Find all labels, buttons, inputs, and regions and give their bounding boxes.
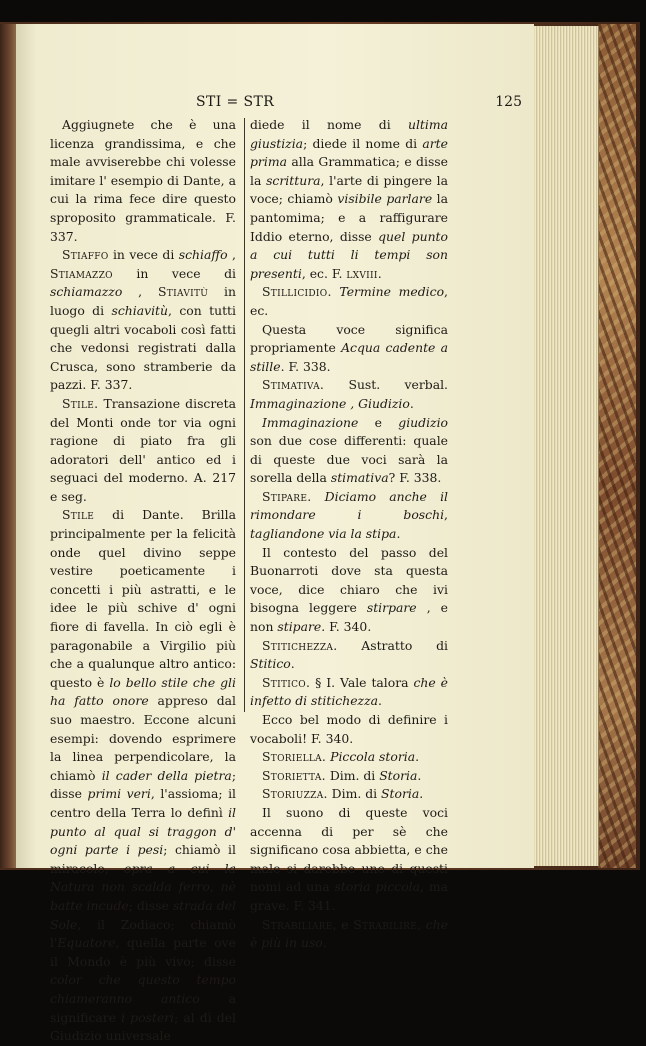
text-run: , il Zodiaco; chiamò l' — [50, 916, 236, 951]
italic-text: Storia — [379, 767, 418, 783]
entry-headword: Stiaffo — [62, 247, 109, 263]
italic-text: stipare — [277, 619, 322, 635]
paragraph — [50, 395, 236, 507]
entry-headword: Stitichezza. — [262, 637, 338, 653]
italic-text: Immaginazione — [262, 414, 359, 430]
italic-text: Immaginazione , Giudizio — [250, 395, 410, 411]
page-number: 125 — [495, 94, 522, 110]
paragraph — [250, 544, 448, 637]
text-run: . — [409, 395, 414, 411]
italic-text: tagliandone via la stipa — [250, 526, 397, 542]
text-run: ; disse — [128, 897, 173, 913]
left-column — [50, 116, 236, 1046]
text-run: la pantomima; e a raffigurare Iddio eterno, disse — [250, 191, 449, 244]
text-run: , quella parte ove il Mondo è più vivo; disse — [50, 935, 236, 969]
text-run: appreso dal suo maestro. Eccone alcuni esempi: dovendo esprimere la linea perpendicolare, la chiamò — [50, 693, 236, 783]
text-run: Transazione discreta del Monti onde tor via ogni ragione di piato fra gli adoratori dell' antico ed i seguaci del moderno. A. 217 e seg. — [50, 395, 236, 504]
entry-headword: Stiavitù — [158, 284, 209, 300]
text-run: . — [419, 786, 424, 802]
text-run: , con tutti quegli altri vocaboli così fatti che vedonsi registrati dalla Crusca, sono stramberie da pazzi. F. 337. — [50, 302, 236, 393]
text-run: Astratto di — [337, 637, 448, 653]
text-run: , — [209, 879, 221, 895]
italic-text: Stitico — [250, 656, 291, 672]
entry-headword: Storietta. — [262, 767, 326, 783]
right-column — [250, 116, 448, 953]
text-run: , — [227, 247, 236, 263]
text-run: . — [377, 265, 382, 281]
text-run: ; al dì del Giudizio universale — [50, 1009, 236, 1044]
italic-text: stimativa — [330, 470, 389, 486]
text-run: § I. Vale talora — [310, 674, 414, 690]
text-run: ? F. 338. — [388, 470, 442, 486]
text-run: . — [415, 749, 420, 765]
text-run: Dim. di — [327, 786, 382, 802]
entry-headword: Stipare. — [262, 488, 312, 504]
italic-text: lo bello stile che gli ha fatto onore — [50, 674, 236, 709]
left-binding — [0, 24, 16, 868]
entry-headword: Strabilire — [353, 916, 418, 932]
entry-headword: Stitico. — [262, 674, 311, 690]
text-run: , l'assioma; il centro della Terra lo definì — [50, 786, 237, 820]
italic-text: Storia — [381, 786, 420, 802]
column-divider — [244, 118, 245, 712]
paragraph — [250, 283, 448, 320]
italic-text: opra a cui la Natura non scalda ferro — [50, 860, 236, 895]
text-run: . F. 340. — [321, 619, 372, 635]
italic-text: color che questo tempo chiameranno antico — [50, 972, 236, 1006]
text-run: ; disse — [50, 767, 236, 802]
text-run: , — [122, 284, 159, 300]
italic-text: strada del Sole — [50, 897, 236, 932]
text-run: Il contesto del passo del Buonarroti dove sta questa voce, dice chiaro che ivi bisogna leggere — [250, 544, 448, 616]
text-run: . — [322, 935, 327, 951]
paragraph — [50, 116, 236, 246]
italic-text: che è più in uso — [250, 916, 448, 951]
paragraph — [250, 637, 448, 674]
italic-text: ultima giustizia — [250, 117, 448, 151]
entry-headword: Stiamazzo — [50, 265, 113, 281]
entry-headword: Stile. — [62, 395, 99, 411]
text-run: . — [396, 526, 401, 542]
text-run: , ec. — [250, 284, 448, 318]
italic-text: schiaffo — [178, 247, 228, 263]
text-run: Il suono di queste voci accenna di per sè che significano cosa abbietta, e che male si darebbe uno di questi nomi ad una — [250, 804, 448, 895]
text-run: , ma grave. F. 341. — [250, 879, 448, 913]
paragraph — [250, 711, 448, 748]
text-run: , e — [332, 916, 354, 932]
paragraph — [50, 506, 236, 1045]
page-edges — [532, 26, 599, 866]
text-run: Ecco bel modo di definire i vocaboli! F. 340. — [250, 712, 448, 746]
text-run: , — [417, 916, 426, 932]
italic-text: visibile parlare — [337, 191, 433, 207]
text-run: ; diede il nome di — [303, 135, 423, 151]
entry-headword: Stile — [62, 507, 95, 523]
italic-text: nè batte incude — [50, 879, 236, 913]
text-run: a significare — [50, 990, 236, 1025]
text-run: Sust. verbal. — [324, 377, 448, 393]
paragraph — [250, 785, 448, 804]
italic-text: quel punto a cui tutti li tempi son presenti — [250, 228, 448, 281]
text-run: , ec. F. — [301, 265, 347, 281]
marbled-edge — [598, 24, 636, 868]
text-run: in luogo di — [50, 284, 236, 318]
italic-text: il punto al qual si traggon d' ogni parte i pesi — [50, 804, 236, 858]
text-run: , — [444, 507, 448, 523]
entry-headword: Stimativa. — [262, 377, 325, 393]
paragraph — [250, 116, 448, 283]
text-run — [311, 489, 324, 504]
text-run: e — [358, 414, 399, 430]
text-run: ; chiamò il miracolo, — [50, 842, 236, 876]
text-run: in vece di — [112, 265, 236, 281]
text-run: Aggiugnete che è una licenza grandissima, e che male avviserebbe chi volesse imitare l' esempio di Dante, a cui la rima fece dire questo sproposito grammaticale. F. 337. — [50, 117, 236, 244]
paragraph — [250, 916, 448, 953]
entry-headword: Storiella. — [262, 749, 327, 765]
italic-text: Termine medico — [339, 284, 445, 300]
paragraph — [250, 748, 448, 767]
text-run: , e non — [250, 600, 449, 635]
italic-text: Equatore — [57, 935, 116, 951]
text-run: Dim. di — [325, 767, 380, 783]
italic-text: stirpare — [366, 600, 417, 616]
italic-text: che è infetto di stitichezza — [250, 674, 448, 709]
page-header — [196, 94, 522, 112]
entry-headword: Stillicidio. — [262, 284, 332, 300]
italic-text: Diciamo anche il rimondare i boschi — [250, 488, 448, 523]
text-run: . — [417, 767, 422, 783]
text-run: , l'arte di pingere la voce; chiamò — [250, 172, 448, 207]
text-run: Questa voce significa propriamente — [250, 321, 448, 356]
italic-text: Piccola storia — [330, 749, 416, 765]
entry-headword: Storiuzza. — [262, 786, 328, 802]
text-run: . F. 338. — [280, 358, 331, 374]
italic-text: il cader della pietra — [101, 767, 232, 783]
paragraph — [250, 376, 448, 413]
text-run: alla Grammatica; e disse la — [250, 154, 448, 188]
text-run: . — [378, 693, 382, 709]
italic-text: scrittura — [266, 172, 321, 188]
italic-text: schiamazzo — [50, 284, 123, 300]
paragraph — [250, 767, 448, 786]
italic-text: primi veri — [87, 786, 151, 802]
italic-text: schiavitù — [111, 302, 169, 318]
italic-text: arte prima — [250, 135, 448, 170]
paragraph — [250, 414, 448, 488]
text-run: . — [290, 656, 295, 672]
entry-headword: lxviii — [346, 265, 378, 281]
paragraph — [250, 321, 448, 377]
paragraph — [250, 488, 448, 544]
entry-headword: Strabiliare — [262, 916, 333, 932]
text-run: son due cose differenti: quale di queste due voci sarà la sorella della — [250, 433, 448, 486]
text-run: diede il nome di — [250, 117, 408, 132]
text-run: di Dante. Brilla principalmente per la felicità onde quel divino seppe vestire poeticamente i concetti i più astratti, e le idee le più schive d' ogni fiore di favella. In ciò egli è paragonabile a Virgilio più che a qualunque altro antico: questo è — [50, 507, 236, 690]
italic-text: storia piccola — [334, 879, 421, 895]
italic-text: giudizio — [398, 414, 448, 430]
text-run: in vece di — [108, 247, 179, 263]
paragraph — [250, 674, 448, 711]
paragraph — [250, 804, 448, 916]
italic-text: i posteri — [121, 1009, 175, 1025]
italic-text: Acqua cadente a stille — [250, 340, 448, 374]
running-head: STI = STR — [196, 94, 275, 110]
paragraph — [50, 246, 236, 395]
